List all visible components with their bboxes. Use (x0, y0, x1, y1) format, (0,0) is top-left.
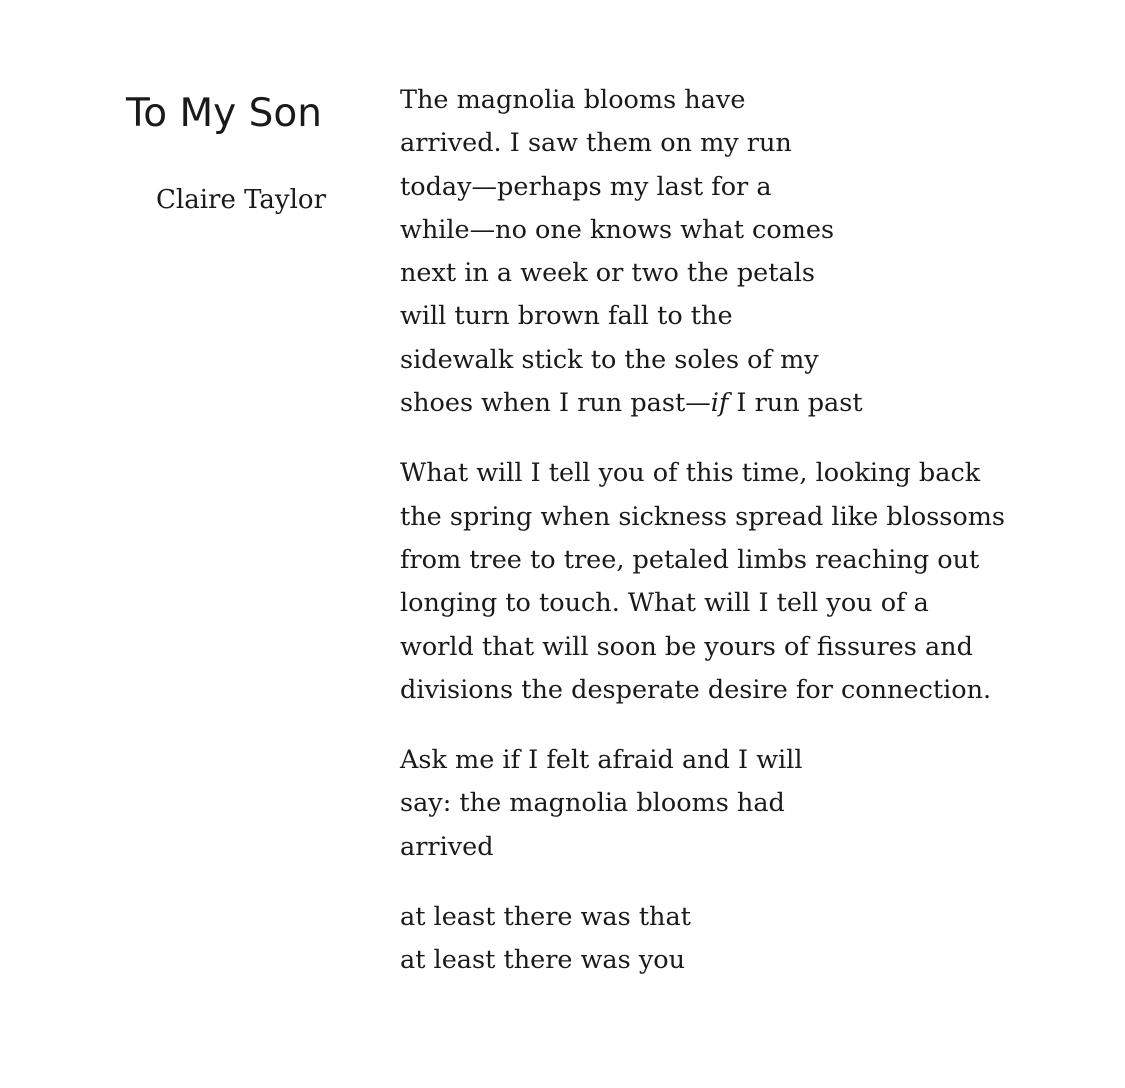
poem-line: The magnolia blooms have (400, 85, 746, 115)
poem-line: arrived. I saw them on my run (400, 128, 792, 159)
poem-line: Ask me if I felt afraid and I will (400, 745, 803, 776)
poem-line: divisions the desperate desire for connection. (400, 674, 992, 705)
poem-line: next in a week or two the petals (400, 258, 815, 289)
poem-line: What will I tell you of this time, looking back (400, 458, 981, 489)
poem-line: world that will soon be yours of fissures and (400, 631, 973, 662)
poem-line: arrived (400, 831, 494, 862)
poem-line: the spring when sickness spread like blossoms (400, 501, 1006, 532)
poem-line-with-italic (400, 382, 1100, 425)
stanza-1 (400, 79, 1100, 425)
poem-line-text: I run past (728, 388, 863, 419)
poem-line: sidewalk stick to the soles of my (400, 344, 819, 375)
stanza-3 (400, 739, 1100, 869)
stanza-4 (400, 896, 1100, 983)
poem-line: say: the magnolia blooms had (400, 788, 785, 819)
poem-line: from tree to tree, petaled limbs reaching out (400, 544, 980, 575)
poem-line: at least there was that (400, 902, 691, 933)
poem-line: today—perhaps my last for a (400, 171, 772, 202)
stanza-2 (400, 452, 1100, 712)
poem-line-text: shoes when I run past— (400, 388, 711, 419)
poem-title: To My Son (126, 91, 322, 136)
poem-body (400, 79, 1100, 1010)
poem-line: at least there was you (400, 945, 685, 976)
poem-author: Claire Taylor (156, 185, 327, 215)
italic-word: if (710, 388, 729, 419)
poem-line: will turn brown fall to the (400, 301, 733, 332)
poem-line: longing to touch. What will I tell you of a (400, 588, 929, 619)
poem-line: while—no one knows what comes (400, 214, 835, 245)
